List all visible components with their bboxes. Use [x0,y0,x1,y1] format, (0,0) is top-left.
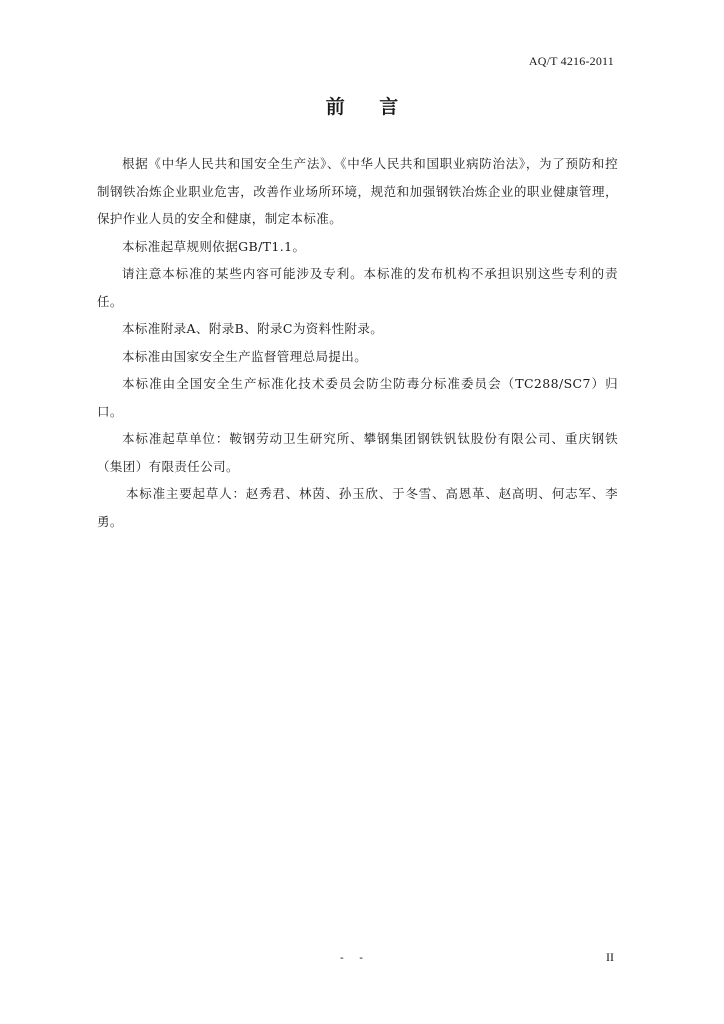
paragraph-proposer: 本标准由国家安全生产监督管理总局提出。 [122,348,368,364]
standard-code: AQ/T 4216-2011 [528,54,614,68]
paragraph-appendices: 本标准附录A、附录B、附录C为资料性附录。 [122,321,384,336]
paragraph-drafters: 本标准主要起草人：赵秀君、林茵、孙玉欣、于冬雪、高恩革、赵高明、何志军、李勇。 [97,486,618,529]
foreword-body [97,150,618,535]
paragraph-committee: 本标准由全国安全生产标准化技术委员会防尘防毒分标准委员会（TC288/SC7）归口。 [97,376,618,419]
page-number: II [606,950,614,964]
paragraph-drafting-units: 本标准起草单位：鞍钢劳动卫生研究所、攀钢集团钢铁钒钛股份有限公司、重庆钢铁（集团）有限责任公司。 [97,431,618,474]
paragraph-drafting-rules: 本标准起草规则依据GB/T1.1。 [122,238,306,254]
paragraph-patent-notice: 请注意本标准的某些内容可能涉及专利。本标准的发布机构不承担识别这些专利的责任。 [97,266,618,309]
footer-mark: - - [340,951,369,964]
page-title: 前 言 [325,96,413,118]
paragraph-legal-basis: 根据《中华人民共和国安全生产法》、《中华人民共和国职业病防治法》，为了预防和控制钢铁冶炼企业职业危害，改善作业场所环境，规范和加强钢铁冶炼企业的职业健康管理，保护作业人员的安全和健康，制定本标准。 [97,156,618,226]
